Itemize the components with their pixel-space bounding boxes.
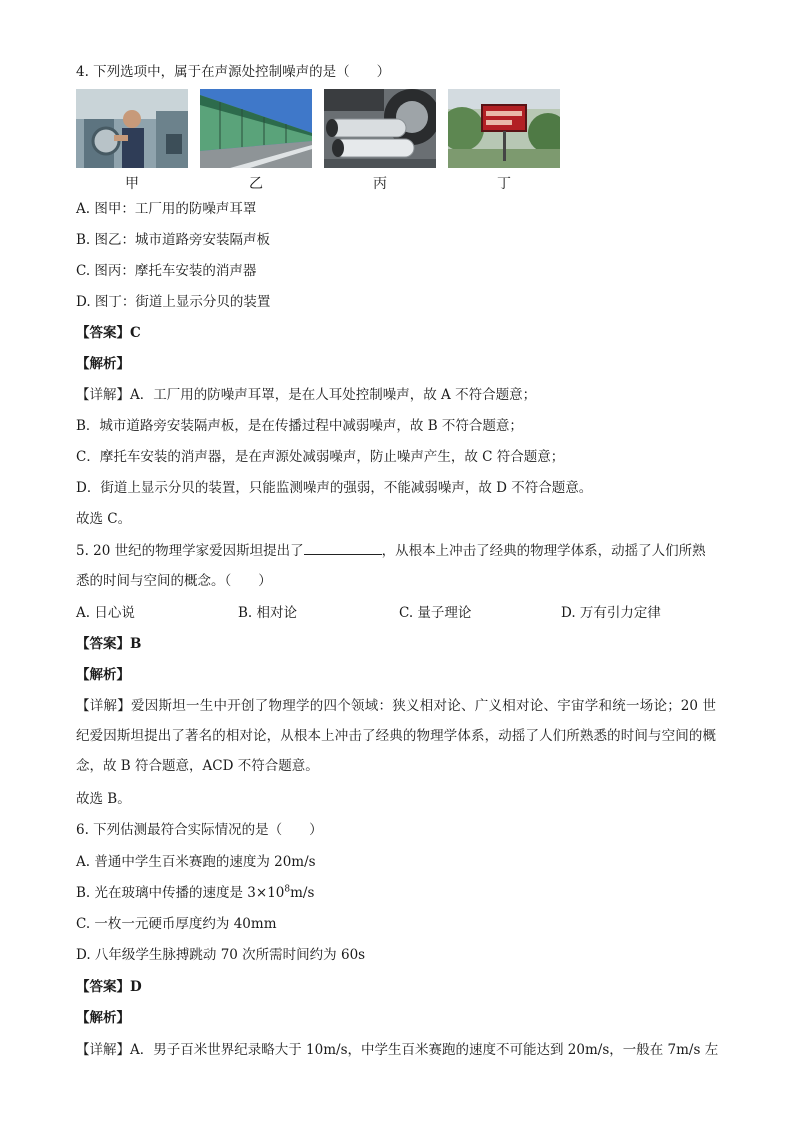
- caption-bing: 丙: [373, 176, 387, 192]
- q6-option-b-exponent: 8: [284, 884, 291, 895]
- q5-detail: 【详解】爱因斯坦一生中开创了物理学的四个领域：狭义相对论、广义相对论、宇宙学和统一场论；20 世纪爱因斯坦提出了著名的相对论，从根本上冲击了经典的物理学体系，动摇了人们所熟悉的时间与空间的概念，故 B 符合题意，ACD 不符合题意。: [76, 698, 716, 774]
- q5-conclusion: 故选 B。: [76, 791, 131, 807]
- q5-stem-line1: [76, 540, 706, 561]
- caption-yi: 乙: [249, 176, 263, 192]
- q6-option-d: D. 八年级学生脉搏跳动 70 次所需时间约为 60s: [76, 947, 366, 963]
- q4-detail-d: D．街道上显示分贝的装置，只能监测噪声的强弱，不能减弱噪声，故 D 不符合题意。: [76, 480, 593, 496]
- q4-option-d: D. 图丁：街道上显示分贝的装置: [76, 294, 271, 310]
- q5-answer-blank: [304, 540, 382, 555]
- q6-stem: 6. 下列估测最符合实际情况的是（ ）: [76, 822, 323, 838]
- q5-stem-before: 5. 20 世纪的物理学家爱因斯坦提出了: [76, 543, 304, 559]
- q4-option-c: C. 图丙：摩托车安装的消声器: [76, 263, 257, 279]
- q4-detail-b: B．城市道路旁安装隔声板，是在传播过程中减弱噪声，故 B 不符合题意；: [76, 418, 523, 434]
- q4-photo-row: [76, 89, 566, 169]
- q6-detail: 【详解】A．男子百米世界纪录略大于 10m/s，中学生百米赛跑的速度不可能达到 20m/s，一般在 7m/s 左: [76, 1042, 719, 1058]
- q4-conclusion: 故选 C。: [76, 511, 132, 527]
- decibel-display-photo: [448, 89, 560, 168]
- q6-analysis-heading: 【解析】: [76, 1010, 130, 1026]
- q5-stem-after: ，从根本上冲击了经典的物理学体系，动摇了人们所熟: [381, 543, 706, 559]
- q6-option-c: C. 一枚一元硬币厚度约为 40mm: [76, 916, 277, 932]
- q5-option-d: D. 万有引力定律: [561, 605, 661, 621]
- sound-barrier-photo: [200, 89, 312, 168]
- motorcycle-muffler-photo: [324, 89, 436, 168]
- q4-analysis-heading: 【解析】: [76, 356, 130, 372]
- q4-detail-c: C．摩托车安装的消声器，是在声源处减弱噪声，防止噪声产生，故 C 符合题意；: [76, 449, 565, 465]
- q4-option-a: A. 图甲：工厂用的防噪声耳罩: [76, 201, 257, 217]
- caption-ding: 丁: [497, 176, 511, 192]
- q4-detail-a: 【详解】A．工厂用的防噪声耳罩，是在人耳处控制噪声，故 A 不符合题意；: [76, 387, 537, 403]
- factory-worker-photo: [76, 89, 188, 168]
- q4-option-b: B. 图乙：城市道路旁安装隔声板: [76, 232, 271, 248]
- q6-option-b: [76, 883, 314, 903]
- q6-option-b-unit: m/s: [290, 885, 315, 901]
- q4-stem: 4. 下列选项中，属于在声源处控制噪声的是（ ）: [76, 64, 391, 80]
- q5-analysis-heading: 【解析】: [76, 667, 130, 683]
- q6-option-a: A. 普通中学生百米赛跑的速度为 20m/s: [76, 854, 316, 870]
- q5-answer: 【答案】B: [76, 636, 142, 652]
- caption-jia: 甲: [125, 176, 139, 192]
- q4-answer: 【答案】C: [76, 325, 141, 341]
- q5-option-a: A. 日心说: [76, 605, 135, 621]
- q6-option-b-text: B. 光在玻璃中传播的速度是 3×10: [76, 885, 285, 901]
- q5-stem-line2: 悉的时间与空间的概念。（ ）: [76, 573, 272, 589]
- q5-option-b: B. 相对论: [238, 605, 298, 621]
- q5-option-c: C. 量子理论: [399, 605, 472, 621]
- q6-answer: 【答案】D: [76, 979, 142, 995]
